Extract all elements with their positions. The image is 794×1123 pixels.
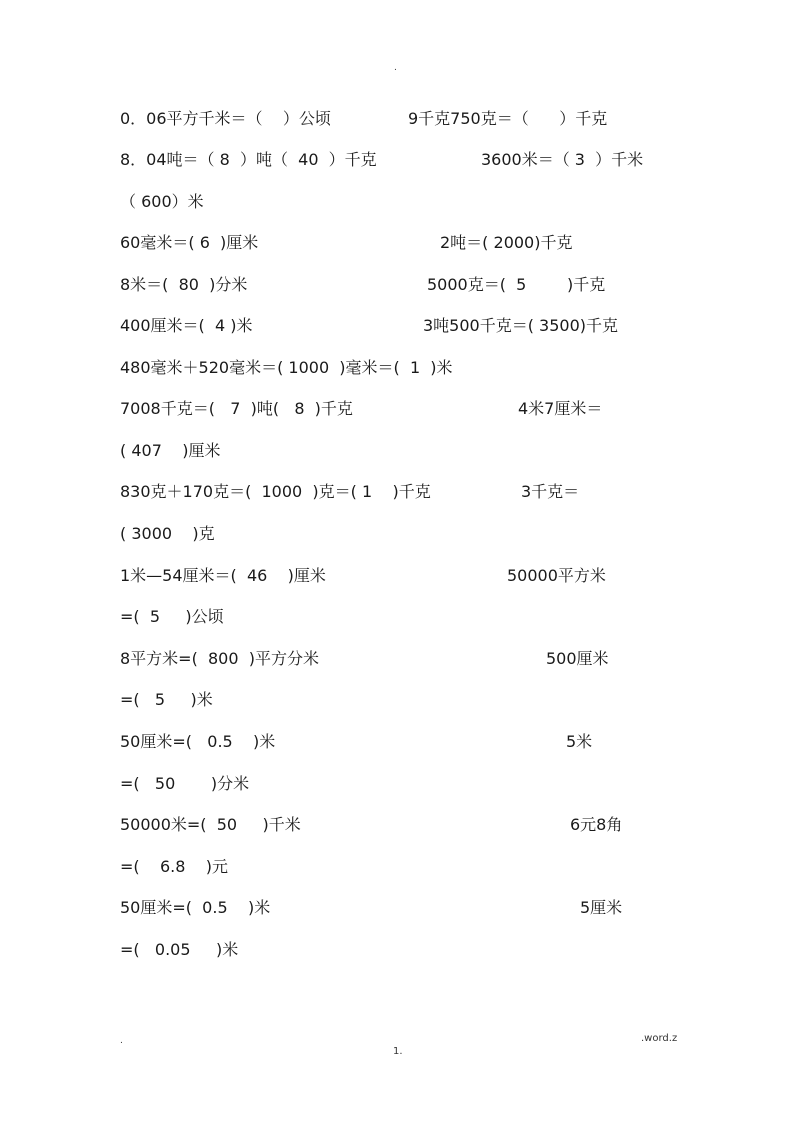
line-3-left: （ 600）米 [120,192,204,211]
line-12 [0,564,606,588]
line-13-left: =( 5 )公顷 [120,607,224,626]
line-2 [0,148,644,172]
line-12-left: 1米—54厘米＝( 46 )厘米 [120,566,326,585]
line-13 [0,605,224,629]
line-7 [0,356,453,380]
line-21-left: =( 0.05 )米 [120,940,239,959]
line-14 [0,647,609,671]
header-mark: . [394,63,397,73]
line-19-left: =( 6.8 )元 [120,857,229,876]
line-17-left: =( 50 )分米 [120,774,250,793]
line-9 [0,439,221,463]
line-5 [0,273,606,297]
line-15 [0,688,213,712]
line-10-right: 3千克＝ [521,482,580,501]
line-14-right: 500厘米 [546,649,609,668]
line-21 [0,938,239,962]
line-20-right: 5厘米 [580,898,623,917]
line-5-left: 8米＝( 80 )分米 [120,275,248,294]
line-18-left: 50000米=( 50 )千米 [120,815,301,834]
footer-left-mark: . [120,1036,123,1046]
footer-right-mark: .word.z [641,1033,678,1044]
line-7-left: 480毫米＋520毫米＝( 1000 )毫米＝( 1 )米 [120,358,453,377]
line-1 [0,107,608,131]
line-4 [0,231,573,255]
line-18-right: 6元8角 [570,815,623,834]
line-3 [0,190,204,214]
line-15-left: =( 5 )米 [120,690,213,709]
line-8 [0,397,603,421]
line-5-right: 5000克＝( 5 )千克 [427,275,606,294]
line-10-left: 830克＋170克＝( 1000 )克＝( 1 )千克 [120,482,431,501]
line-9-left: ( 407 )厘米 [120,441,221,460]
line-6-right: 3吨500千克＝( 3500)千克 [423,316,619,335]
page-number: 1. [393,1046,403,1057]
line-8-left: 7008千克＝( 7 )吨( 8 )千克 [120,399,353,418]
line-16 [0,730,593,754]
line-2-right: 3600米＝（ 3 ）千米 [481,150,644,169]
line-17 [0,772,250,796]
line-12-right: 50000平方米 [507,566,606,585]
line-20 [0,896,623,920]
line-11 [0,522,215,546]
line-14-left: 8平方米=( 800 )平方分米 [120,649,319,668]
line-16-right: 5米 [566,732,593,751]
line-11-left: ( 3000 )克 [120,524,215,543]
line-1-left: 0．06平方千米＝（ ）公顷 [120,109,331,128]
line-6 [0,314,619,338]
line-2-left: 8．04吨＝（ 8 ）吨（ 40 ）千克 [120,150,377,169]
line-8-right: 4米7厘米＝ [518,399,603,418]
line-10 [0,480,580,504]
line-16-left: 50厘米=( 0.5 )米 [120,732,276,751]
line-20-left: 50厘米=( 0.5 )米 [120,898,271,917]
line-4-right: 2吨＝( 2000)千克 [440,233,573,252]
line-18 [0,813,623,837]
line-1-right: 9千克750克＝（ ）千克 [408,109,608,128]
line-4-left: 60毫米＝( 6 )厘米 [120,233,259,252]
line-19 [0,855,229,879]
line-6-left: 400厘米＝( 4 )米 [120,316,253,335]
